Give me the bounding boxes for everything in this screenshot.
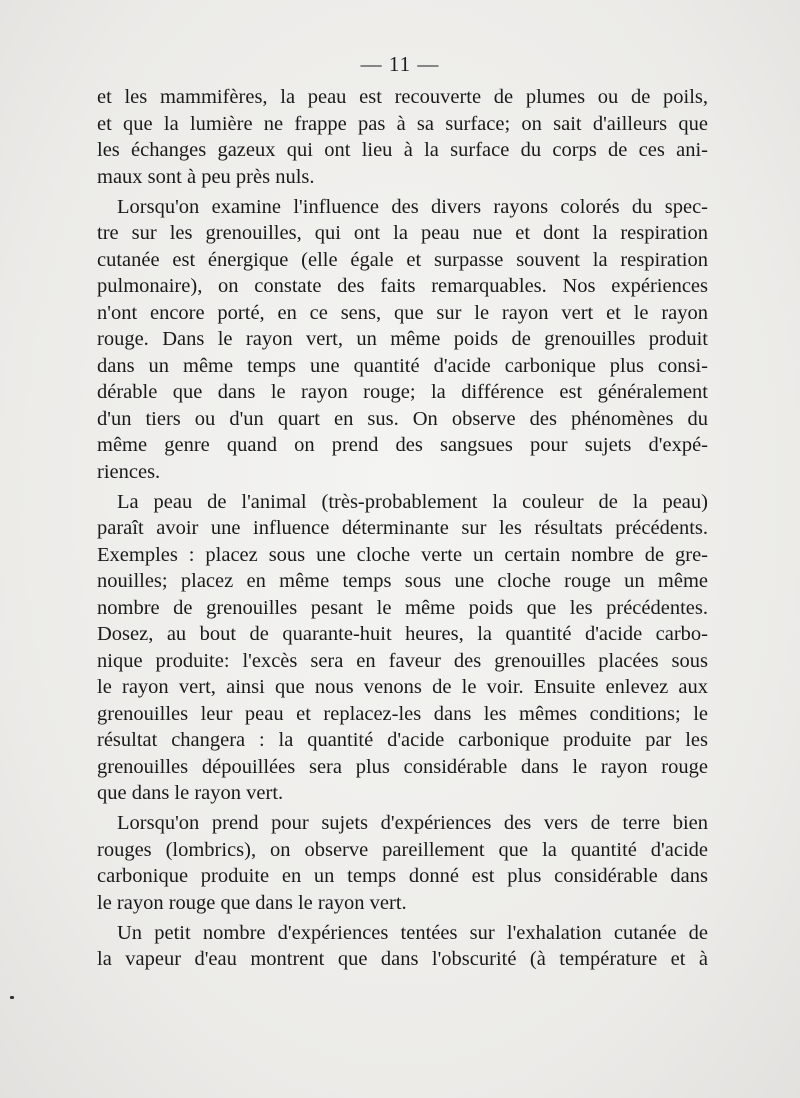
text-line: Dosez, au bout de quarante-huit heures, la quantité d'acide carbo-: [97, 623, 708, 645]
text-line: et les mammifères, la peau est recouverte de plumes ou de poils,: [97, 86, 708, 108]
text-line: pulmonaire), on constate des faits remarquables. Nos expériences: [97, 275, 708, 297]
text-line: rouge. Dans le rayon vert, un même poids de grenouilles produit: [97, 328, 708, 350]
ink-speck: [10, 996, 14, 999]
text-line: la vapeur d'eau montrent que dans l'obscurité (à température et à: [97, 948, 708, 970]
paragraph-1: [97, 84, 708, 190]
paragraph-4: [97, 810, 708, 916]
text-line: résultat changera : la quantité d'acide carbonique produite par les: [97, 729, 708, 751]
text-line: nouilles; placez en même temps sous une cloche rouge un même: [97, 570, 708, 592]
text-line: carbonique produite en un temps donné est plus considérable dans: [97, 865, 708, 887]
text-line: Lorsqu'on examine l'influence des divers rayons colorés du spec-: [117, 195, 708, 218]
text-line: grenouilles dépouillées sera plus considérable dans le rayon rouge: [97, 755, 708, 778]
text-line: tre sur les grenouilles, qui ont la peau nue et dont la respiration: [97, 222, 708, 244]
text-line: que dans le rayon vert.: [97, 782, 284, 804]
text-line: grenouilles leur peau et replacez-les dans les mêmes conditions; le: [97, 702, 708, 725]
text-line: maux sont à peu près nuls.: [97, 165, 315, 188]
paragraph-5: [97, 920, 708, 973]
text-line: le rayon vert, ainsi que nous venons de le voir. Ensuite enlevez aux: [97, 676, 708, 698]
text-line: et que la lumière ne frappe pas à sa surface; on sait d'ailleurs que: [97, 112, 708, 135]
text-line: paraît avoir une influence déterminante sur les résultats précédents.: [97, 517, 708, 539]
text-line: même genre quand on prend des sangsues pour sujets d'expé-: [97, 434, 708, 456]
text-line: les échanges gazeux qui ont lieu à la surface du corps de ces ani-: [97, 139, 708, 161]
text-line: Exemples : placez sous une cloche verte un certain nombre de gre-: [97, 543, 708, 566]
text-line: rouges (lombrics), on observe pareillement que la quantité d'acide: [97, 838, 708, 861]
text-line: dans un même temps une quantité d'acide carbonique plus consi-: [97, 354, 708, 377]
text-line: n'ont encore porté, en ce sens, que sur le rayon vert et le rayon: [97, 301, 708, 324]
text-line: le rayon rouge que dans le rayon vert.: [97, 891, 407, 914]
text-line: nombre de grenouilles pesant le même poids que les précédentes.: [97, 596, 708, 619]
text-line: Un petit nombre d'expériences tentées sur l'exhalation cutanée de: [117, 921, 708, 944]
text-line: nique produite: l'excès sera en faveur des grenouilles placées sous: [97, 649, 708, 672]
body-text: [97, 84, 708, 973]
text-line: dérable que dans le rayon rouge; la différence est généralement: [97, 381, 708, 403]
page-number: — 11 —: [360, 52, 440, 76]
text-line: riences.: [97, 460, 161, 483]
paragraph-2: [97, 194, 708, 486]
text-line: Lorsqu'on prend pour sujets d'expériences des vers de terre bien: [117, 812, 708, 834]
text-line: cutanée est énergique (elle égale et surpasse souvent la respiration: [97, 248, 708, 271]
paragraph-3: [97, 489, 708, 807]
text-line: La peau de l'animal (très-probablement la couleur de la peau): [117, 490, 708, 513]
text-line: d'un tiers ou d'un quart en sus. On observe des phénomènes du: [97, 407, 708, 430]
